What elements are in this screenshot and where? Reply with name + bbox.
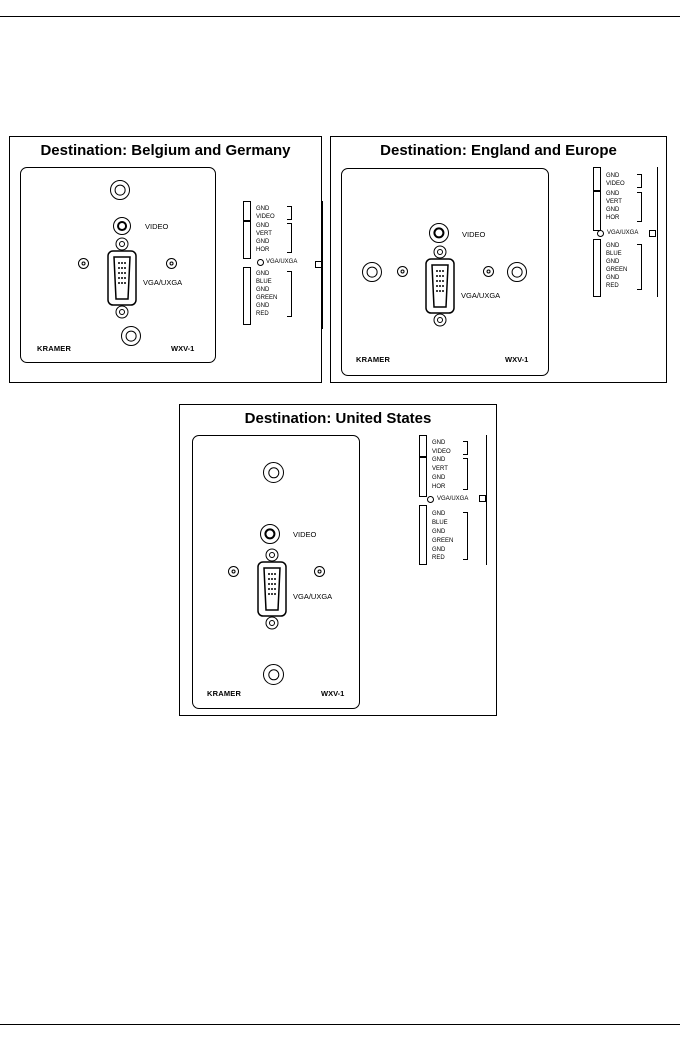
bracket [287,206,292,220]
mount-hole-left [78,258,89,269]
video-label: VIDEO [462,230,486,239]
panel-united-states [179,404,497,716]
terminal-label: RED [256,311,269,317]
terminal-mid-label: VGA/UXGA [437,496,469,502]
bracket [637,174,642,188]
terminal-label: GND [256,271,270,277]
terminal-label: GND [606,191,620,197]
video-label: VIDEO [145,222,169,231]
mount-hole-right [314,566,325,577]
bracket [637,192,642,222]
bracket [637,244,642,290]
terminal-label: GND [432,457,446,463]
terminal-label: GND [432,475,446,481]
terminal-latch [479,495,486,502]
terminal-label: GND [256,223,270,229]
terminal-ring-icon [597,230,604,237]
terminal-label: GREEN [256,295,278,301]
terminal-group-3 [243,267,251,325]
terminal-label: RED [432,555,445,561]
panel-england-europe [330,136,667,383]
video-connector-icon [260,524,280,544]
vga-connector-icon [105,236,139,320]
brand-logo: KRAMER [37,344,72,353]
top-rule [0,16,680,17]
terminal-block [419,435,495,569]
blank-socket-top [110,180,130,200]
blank-socket-top [263,462,284,483]
vga-connector-icon [423,244,457,328]
terminal-label: GND [606,259,620,265]
terminal-label: VERT [606,199,622,205]
terminal-ring-icon [257,259,264,266]
terminal-label: GREEN [432,538,454,544]
terminal-edge [322,201,323,329]
terminal-edge [657,167,658,297]
blank-socket-left [362,262,382,282]
video-connector-icon [113,217,131,235]
panel-belgium-germany [9,136,322,383]
terminal-mid-label: VGA/UXGA [266,259,298,265]
panel-title: Destination: England and Europe [380,142,617,159]
panel-title: Destination: United States [244,410,432,427]
terminal-label: GND [432,511,446,517]
terminal-block [593,167,667,301]
terminal-group-1 [243,201,251,221]
terminal-label: VERT [256,231,272,237]
terminal-label: VIDEO [432,449,451,455]
terminal-latch [649,230,656,237]
terminal-label: GND [606,243,620,249]
bracket [287,271,292,317]
wall-plate [20,167,216,363]
terminal-latch [315,261,322,268]
terminal-label: GND [256,239,270,245]
terminal-label: BLUE [256,279,272,285]
video-connector-icon [429,223,449,243]
vga-label: VGA/UXGA [143,278,183,287]
bottom-rule [0,1024,680,1025]
mount-hole-left [228,566,239,577]
vga-connector-icon [255,547,289,631]
brand-logo: KRAMER [356,355,391,364]
terminal-label: VIDEO [256,214,275,220]
terminal-label: GND [432,529,446,535]
video-label: VIDEO [293,530,317,539]
blank-socket-right [507,262,527,282]
mount-hole-left [397,266,408,277]
terminal-edge [486,435,487,565]
model-label: WXV-1 [171,344,195,353]
terminal-mid-label: VGA/UXGA [607,230,639,236]
terminal-label: GND [256,287,270,293]
wall-plate [192,435,360,709]
blank-socket-bottom [121,326,141,346]
terminal-label: RED [606,283,619,289]
terminal-group-3 [419,505,427,565]
panel-title: Destination: Belgium and Germany [40,142,291,159]
vga-label: VGA/UXGA [461,291,501,300]
vga-label: VGA/UXGA [293,592,333,601]
wall-plate [341,168,549,376]
brand-logo: KRAMER [207,689,242,698]
terminal-label: GND [606,207,620,213]
terminal-label: BLUE [432,520,448,526]
model-label: WXV-1 [505,355,529,364]
terminal-block [243,201,323,333]
mount-hole-right [166,258,177,269]
terminal-group-1 [593,167,601,191]
model-label: WXV-1 [321,689,345,698]
bracket [463,512,468,560]
terminal-label: GND [606,173,620,179]
terminal-ring-icon [427,496,434,503]
terminal-label: HOR [256,247,270,253]
terminal-group-2 [419,457,427,497]
mount-hole-right [483,266,494,277]
terminal-label: GND [256,206,270,212]
terminal-label: GND [432,440,446,446]
terminal-group-2 [243,221,251,259]
bracket [287,223,292,253]
terminal-label: GND [432,547,446,553]
terminal-label: BLUE [606,251,622,257]
terminal-group-3 [593,239,601,297]
terminal-label: GND [256,303,270,309]
terminal-label: HOR [606,215,620,221]
terminal-label: VIDEO [606,181,625,187]
terminal-label: VERT [432,466,448,472]
terminal-label: HOR [432,484,446,490]
bracket [463,441,468,455]
terminal-group-1 [419,435,427,457]
blank-socket-bottom [263,664,284,685]
terminal-label: GREEN [606,267,628,273]
bracket [463,458,468,490]
terminal-group-2 [593,191,601,231]
terminal-label: GND [606,275,620,281]
